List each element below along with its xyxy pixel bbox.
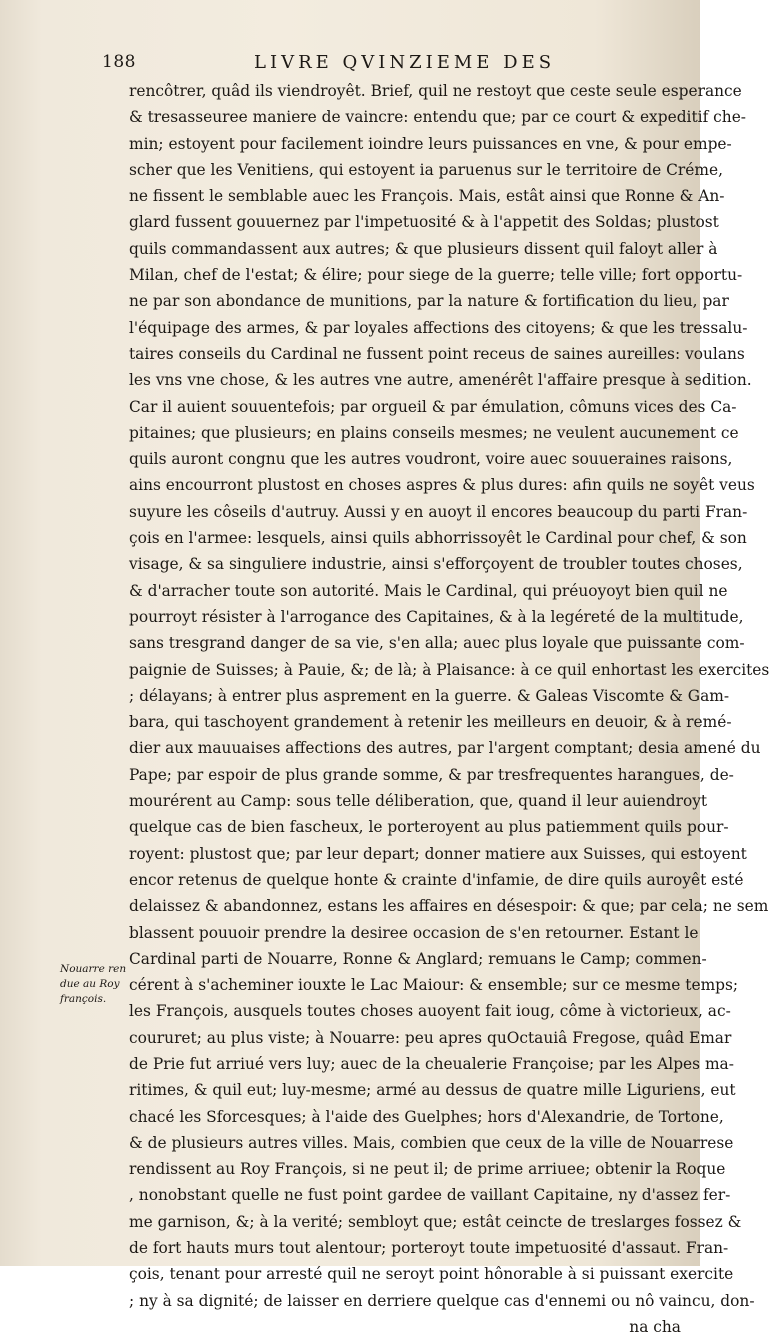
- text-line: coururet; au plus viste; à Nouarre: peu apres quOctauiâ Fregose, quâd Emar: [129, 1028, 732, 1047]
- text-line: les vns vne chose, & les autres vne autre, amenérêt l'affaire presque à sedition.: [129, 371, 752, 390]
- text-line: dier aux mauuaises affections des autres, par l'argent comptant; desia amené du: [129, 739, 761, 758]
- text-line: suyure les côseils d'autruy. Aussi y en auoyt il encores beaucoup du parti Fran-: [129, 502, 748, 521]
- text-line: les François, ausquels toutes choses auoyent fait ioug, côme à victorieux, ac-: [129, 1002, 731, 1021]
- text-line: royent: plustost que; par leur depart; donner matiere aux Suisses, qui estoyent: [129, 844, 747, 863]
- text-line: Car il auient souuentefois; par orgueil & par émulation, cômuns vices des Ca-: [129, 397, 737, 416]
- text-line: & de plusieurs autres villes. Mais, combien que ceux de la ville de Nouarrese: [129, 1133, 734, 1152]
- text-line: l'équipage des armes, & par loyales affections des citoyens; & que les tressalu-: [129, 318, 748, 337]
- text-line: visage, & sa singuliere industrie, ainsi s'efforçoyent de troubler toutes choses,: [129, 555, 743, 574]
- text-line: taires conseils du Cardinal ne fussent point receus de saines aureilles: voulans: [129, 344, 745, 363]
- text-line: chacé les Sforcesques; à l'aide des Guelphes; hors d'Alexandrie, de Tortone,: [129, 1107, 724, 1126]
- text-line: çois, tenant pour arresté quil ne seroyt point hônorable à si puissant exercite: [129, 1265, 734, 1284]
- text-line: çois en l'armee: lesquels, ainsi quils abhorrissoyêt le Cardinal pour chef, & son: [129, 529, 747, 548]
- text-line: ritimes, & quil eut; luy-mesme; armé au dessus de quatre mille Liguriens, eut: [129, 1081, 736, 1100]
- text-line: pourroyt résister à l'arrogance des Capitaines, & à la legéreté de la multitude,: [129, 607, 744, 626]
- text-line: ; ny à sa dignité; de laisser en derriere quelque cas d'ennemi ou nô vaincu, don-: [129, 1291, 755, 1310]
- text-line: na cha: [629, 1317, 681, 1336]
- text-line: & tresasseuree maniere de vaincre: entendu que; par ce court & expeditif che-: [129, 108, 747, 127]
- text-line: bara, qui taschoyent grandement à retenir les meilleurs en deuoir, & à remé-: [129, 713, 732, 732]
- text-line: me garnison, &; à la verité; sembloyt que; estât ceincte de treslarges fossez &: [129, 1212, 742, 1231]
- text-line: & d'arracher toute son autorité. Mais le Cardinal, qui préuoyoyt bien quil ne: [129, 581, 728, 600]
- page-number: 188: [102, 52, 136, 72]
- text-line: Milan, chef de l'estat; & élire; pour siege de la guerre; telle ville; fort opportu-: [129, 266, 743, 285]
- text-line: Cardinal parti de Nouarre, Ronne & Anglard; remuans le Camp; commen-: [129, 949, 707, 968]
- body-text: [129, 78, 769, 1340]
- margin-note-line: due au Roy: [60, 978, 120, 990]
- text-line: quils auront congnu que les autres voudront, voire auec souueraines raisons,: [129, 450, 733, 469]
- text-line: rencôtrer, quâd ils viendroyêt. Brief, quil ne restoyt que ceste seule esperance: [129, 82, 742, 100]
- text-line: encor retenus de quelque honte & crainte d'infamie, de dire quils auroyêt esté: [129, 870, 744, 889]
- text-line: , nonobstant quelle ne fust point gardee de vaillant Capitaine, ny d'assez fer-: [129, 1186, 731, 1205]
- running-title: LIVRE QVINZIEME DES: [254, 52, 556, 73]
- margin-note-line: françois.: [60, 993, 107, 1005]
- text-line: pitaines; que plusieurs; en plains conseils mesmes; ne veulent aucunement ce: [129, 423, 739, 442]
- text-line: glard fussent gouuernez par l'impetuosité & à l'appetit des Soldas; plustost: [129, 213, 719, 232]
- page-header: [0, 50, 700, 80]
- margin-note: [60, 962, 130, 1007]
- text-line: ne par son abondance de munitions, par la nature & fortification du lieu, par: [129, 292, 729, 311]
- text-line: quelque cas de bien fascheux, le porteroyent au plus patiemment quils pour-: [129, 818, 729, 837]
- text-line: Pape; par espoir de plus grande somme, & par tresfrequentes harangues, de-: [129, 765, 734, 784]
- text-line: delaissez & abandonnez, estans les affaires en désespoir: & que; par cela; ne sem: [129, 897, 769, 916]
- text-line: ; délayans; à entrer plus asprement en la guerre. & Galeas Viscomte & Gam-: [129, 686, 730, 705]
- text-line: quils commandassent aux autres; & que plusieurs dissent quil faloyt aller à: [129, 239, 718, 258]
- text-line: min; estoyent pour facilement ioindre leurs puissances en vne, & pour empe-: [129, 134, 732, 153]
- margin-note-line: Nouarre ren: [60, 963, 127, 975]
- text-line: ains encourront plustost en choses aspres & plus dures: afin quils ne soyêt veus: [129, 476, 755, 495]
- text-line: paignie de Suisses; à Pauie, &; de là; à Plaisance: à ce quil enhortast les exercites: [129, 660, 769, 679]
- text-line: de Prie fut arriué vers luy; auec de la cheualerie Françoise; par les Alpes ma-: [129, 1054, 734, 1073]
- text-line: cérent à s'acheminer iouxte le Lac Maiour: & ensemble; sur ce mesme temps;: [129, 976, 739, 995]
- text-line: sans tresgrand danger de sa vie, s'en alla; auec plus loyale que puissante com-: [129, 634, 745, 653]
- text-line: scher que les Venitiens, qui estoyent ia paruenus sur le territoire de Créme,: [129, 160, 723, 179]
- text-line: mourérent au Camp: sous telle déliberation, que, quand il leur auiendroyt: [129, 792, 708, 811]
- text-line: rendissent au Roy François, si ne peut il; de prime arriuee; obtenir la Roque: [129, 1160, 726, 1179]
- text-line: ne fissent le semblable auec les François. Mais, estât ainsi que Ronne & An-: [129, 187, 725, 206]
- text-line: blassent pouuoir prendre la desiree occasion de s'en retourner. Estant le: [129, 923, 699, 942]
- text-line: de fort hauts murs tout alentour; porteroyt toute impetuosité d'assaut. Fran-: [129, 1239, 729, 1258]
